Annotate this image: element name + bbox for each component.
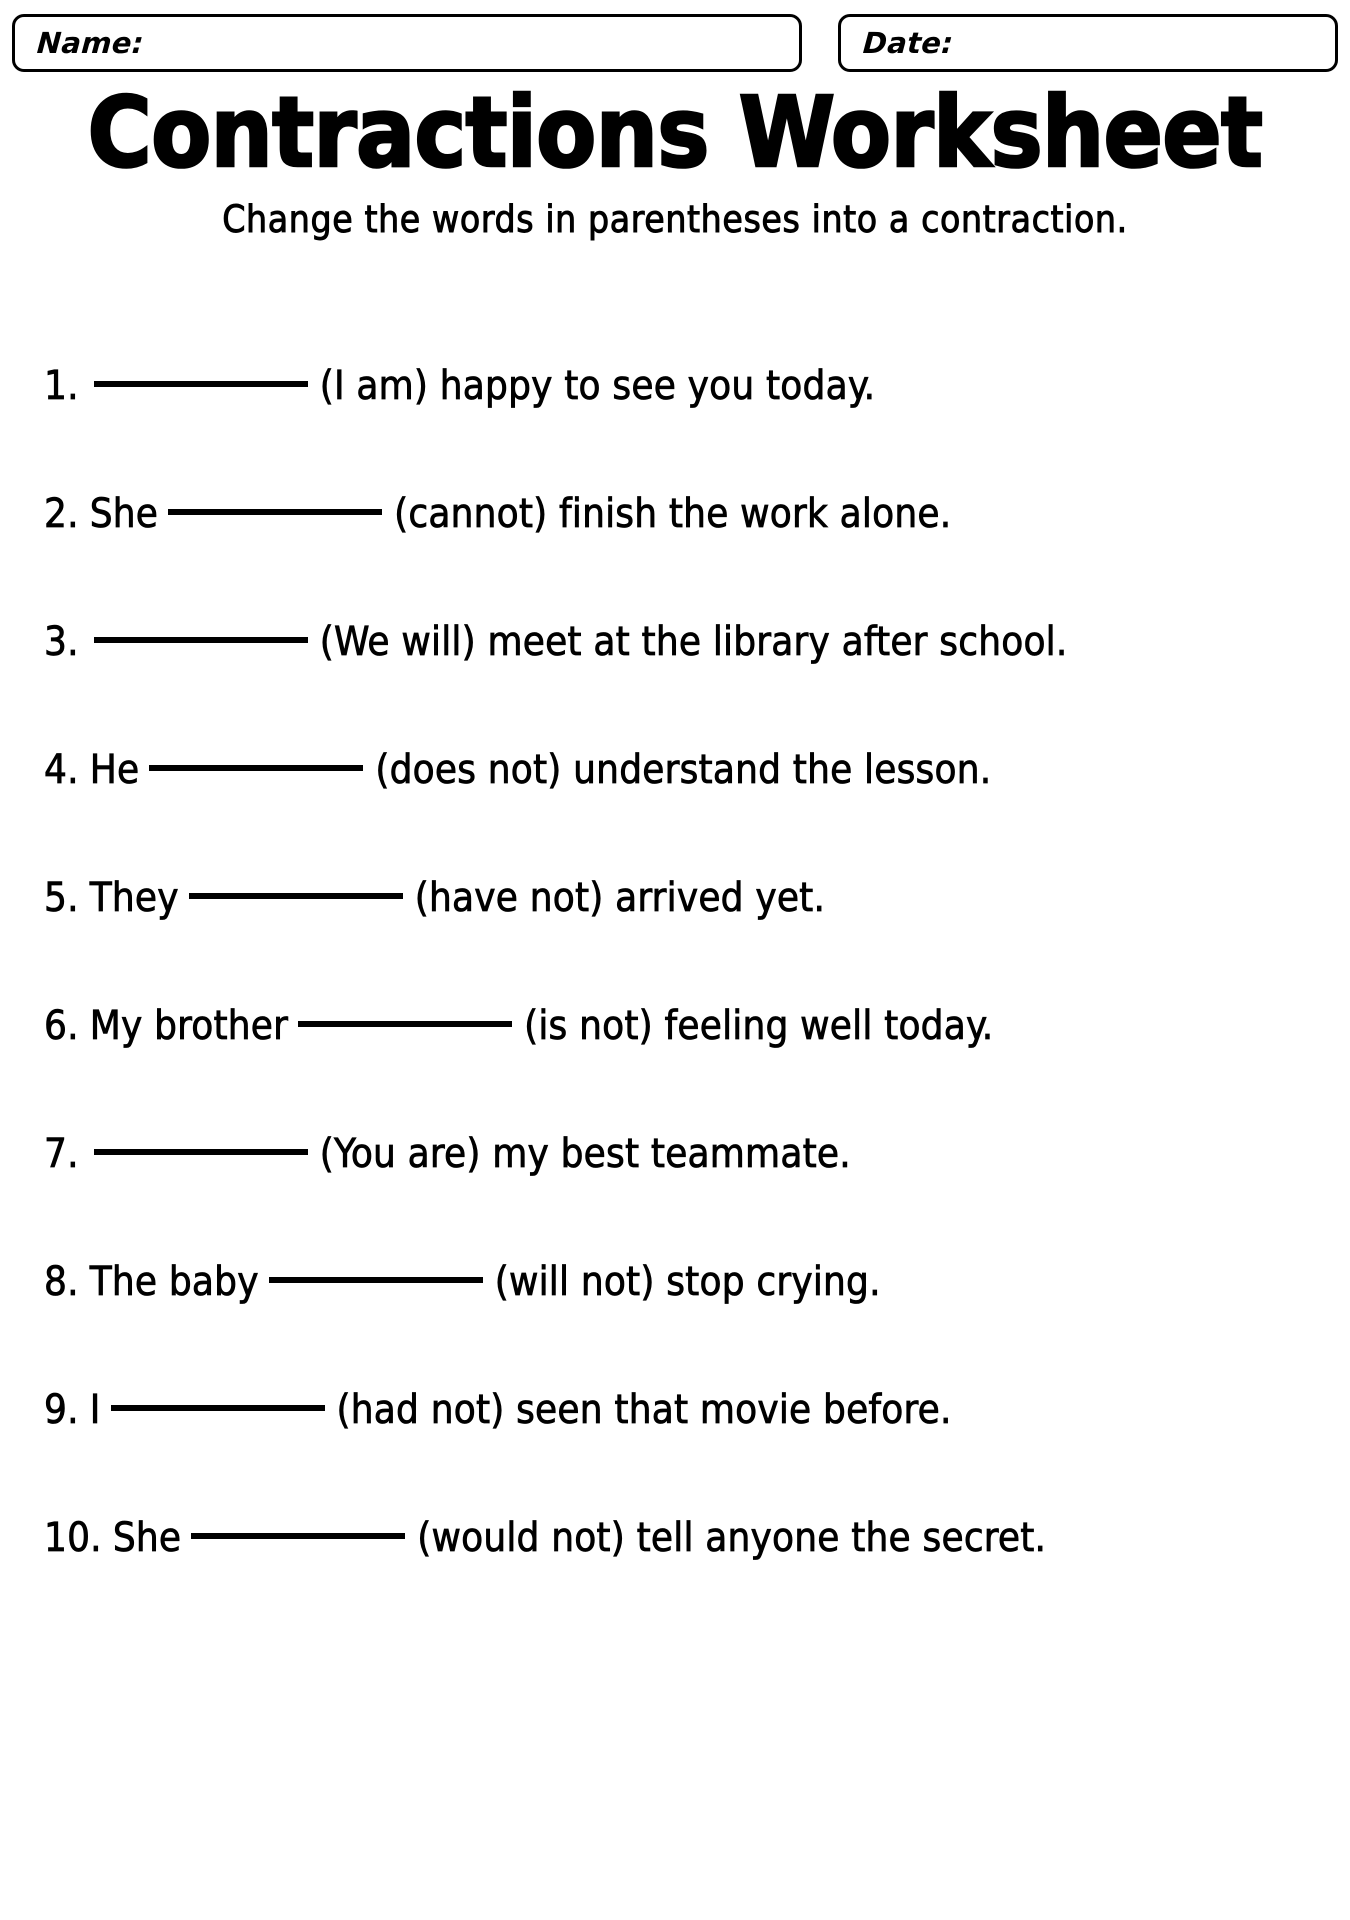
question-number: 8.	[44, 1259, 79, 1305]
question-row	[44, 1346, 1314, 1474]
question-text-after-blank: (will not) stop crying.	[494, 1259, 881, 1305]
answer-blank[interactable]	[94, 1148, 308, 1155]
question-text-before-blank: She	[89, 491, 159, 537]
answer-blank[interactable]	[298, 1020, 512, 1027]
question-row	[44, 834, 1314, 962]
page-title: Contractions Worksheet	[87, 76, 1263, 189]
question-text-after-blank: (have not) arrived yet.	[414, 875, 826, 921]
question-text-after-blank: (does not) understand the lesson.	[375, 747, 992, 793]
question-row	[44, 1218, 1314, 1346]
question-row	[44, 322, 1314, 450]
question-number: 6.	[44, 1003, 79, 1049]
question-text-after-blank: (cannot) finish the work alone.	[394, 491, 952, 537]
answer-blank[interactable]	[168, 508, 382, 515]
question-number: 10.	[44, 1515, 102, 1561]
question-row	[44, 1474, 1314, 1602]
question-number: 1.	[44, 363, 79, 409]
question-number: 7.	[44, 1131, 79, 1177]
question-row	[44, 962, 1314, 1090]
name-field[interactable]	[12, 14, 802, 72]
date-field-label: Date:	[861, 25, 955, 60]
question-text-before-blank: She	[112, 1515, 182, 1561]
question-text-before-blank: The baby	[89, 1259, 259, 1305]
instructions-text: Change the words in parentheses into a contraction.	[222, 198, 1128, 241]
question-text-after-blank: (You are) my best teammate.	[319, 1131, 851, 1177]
question-text-before-blank: He	[89, 747, 140, 793]
questions-list	[44, 322, 1314, 1602]
answer-blank[interactable]	[94, 380, 308, 387]
student-info-row	[12, 14, 1338, 72]
question-number: 3.	[44, 619, 79, 665]
answer-blank[interactable]	[111, 1404, 325, 1411]
question-row	[44, 1090, 1314, 1218]
question-number: 9.	[44, 1387, 79, 1433]
question-number: 4.	[44, 747, 79, 793]
answer-blank[interactable]	[191, 1532, 405, 1539]
question-text-after-blank: (is not) feeling well today.	[524, 1003, 994, 1049]
answer-blank[interactable]	[149, 764, 363, 771]
question-text-after-blank: (would not) tell anyone the secret.	[417, 1515, 1047, 1561]
question-row	[44, 706, 1314, 834]
question-text-before-blank: I	[89, 1387, 101, 1433]
date-field[interactable]	[838, 14, 1338, 72]
question-text-after-blank: (We will) meet at the library after school.	[319, 619, 1068, 665]
answer-blank[interactable]	[94, 636, 308, 643]
question-row	[44, 578, 1314, 706]
question-row	[44, 450, 1314, 578]
question-number: 5.	[44, 875, 79, 921]
answer-blank[interactable]	[189, 892, 403, 899]
question-number: 2.	[44, 491, 79, 537]
question-text-before-blank: My brother	[89, 1003, 289, 1049]
question-text-before-blank: They	[89, 875, 179, 921]
question-text-after-blank: (had not) seen that movie before.	[336, 1387, 952, 1433]
question-text-after-blank: (I am) happy to see you today.	[319, 363, 876, 409]
name-field-label: Name:	[35, 25, 146, 60]
answer-blank[interactable]	[269, 1276, 483, 1283]
